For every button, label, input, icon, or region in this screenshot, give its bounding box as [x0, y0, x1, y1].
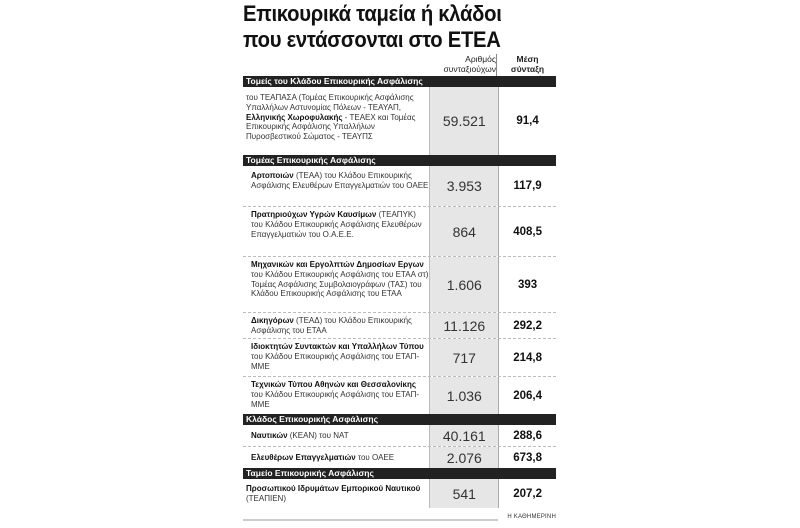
pensioner-count: 864 [429, 207, 499, 256]
table-row [243, 257, 556, 313]
row-description: Ελευθέρων Επαγγελματιών του ΟΑΕΕ [251, 453, 395, 462]
average-pension: 117,9 [513, 180, 542, 192]
section-header: Τομέας Επικουρικής Ασφάλισης [243, 155, 556, 166]
table-row [243, 479, 556, 508]
row-description: Δικηγόρων (ΤΕΑΔ) του Κλάδου Επικουρικής Ασφάλισης του ΕΤΑΑ [251, 316, 412, 335]
table-row [243, 207, 556, 257]
column-headers [243, 54, 556, 76]
section-header: Ταμείο Επικουρικής Ασφάλισης [243, 468, 556, 479]
count-column-header: Αριθμός συνταξιούχων [443, 54, 496, 74]
table-row [243, 339, 556, 377]
infographic [243, 0, 556, 528]
table-row [243, 425, 556, 447]
footer [243, 514, 556, 528]
average-pension: 207,2 [513, 487, 542, 500]
pensioner-count: 717 [429, 339, 499, 376]
pensioner-count: 3.953 [429, 166, 499, 206]
source-credit: Η ΚΑΘΗΜΕΡΙΝΗ [507, 514, 556, 520]
title-line-1: Επικουρικά ταμεία ή κλάδοι [243, 1, 502, 26]
row-description: του ΤΕΑΠΑΣΑ (Τομέας Επικουρικής Ασφάλισης Υπαλλήλων Αστυνομίας Πόλεων - ΤΕΑΥΑΠ, Ελληνικής Χωροφυλακής - ΤΕΑΕΧ και Τομέας Επικουρικής Ασφάλισης Υπαλλήλων Πυροσβεστικού Σώματος - ΤΕΑΥΠΣ [246, 93, 416, 142]
row-description: Ιδιοκτητών Συντακτών και Υπαλλήλων Τύπου του Κλάδου Επικουρικής Ασφάλισης του ΕΤΑΠ-ΜΜΕ [251, 342, 424, 371]
footer-rule [243, 519, 498, 521]
row-description: Πρατηριούχων Υγρών Καυσίμων (ΤΕΑΠΥΚ) του Κλάδου Επικουρικής Ασφάλισης Ελευθέρων Επαγγελματιών του Ο.Α.Ε.Ε. [251, 210, 422, 239]
avg-column-header: Μέση σύνταξη [510, 54, 545, 74]
table-row [243, 313, 556, 339]
table-row [243, 377, 556, 414]
pensioner-count: 1.036 [429, 377, 499, 414]
row-description: Ναυτικών (ΚΕΑΝ) του ΝΑΤ [251, 431, 349, 440]
average-pension: 673,8 [513, 451, 542, 464]
title-line-2: που εντάσσονται στο ΕΤΕΑ [243, 27, 501, 52]
average-pension: 292,2 [513, 319, 542, 332]
pensioner-count: 1.606 [429, 257, 499, 312]
section-header: Κλάδος Επικουρικής Ασφάλισης [243, 414, 556, 425]
average-pension: 393 [518, 278, 538, 291]
pensioner-count: 11.126 [429, 313, 499, 338]
row-description: Αρτοποιών (ΤΕΑΑ) του Κλάδου Επικουρικής Ασφάλισης Ελευθέρων Επαγγελματιών του ΟΑΕΕ [251, 171, 429, 190]
pensioner-count: 2.076 [429, 447, 499, 468]
column-divider [496, 54, 497, 77]
average-pension: 91,4 [516, 115, 539, 127]
average-pension: 206,4 [513, 389, 542, 402]
average-pension: 214,8 [513, 351, 542, 364]
table-row [243, 87, 556, 155]
average-pension: 408,5 [513, 225, 542, 238]
pensioner-count: 40.161 [429, 425, 499, 446]
average-pension: 288,6 [513, 429, 542, 442]
table-row [243, 166, 556, 207]
table-row [243, 447, 556, 468]
row-description: Προσωπικού Ιδρυμάτων Εμπορικού Ναυτικού (ΤΕΑΠΙΕΝ) [246, 484, 421, 503]
row-description: Μηχανικών και Εργολπτών Δημοσίων Εργων του Κλάδου Επικουρικής Ασφάλισης του ΕΤΑΑ στ) Τομέας Ασφάλισης Συμβολαιογράφων (ΤΑΣ) του Κλάδου Επικουρικής Ασφάλισης του ΕΤΑΑ [251, 260, 429, 299]
row-description: Τεχνικών Τύπου Αθηνών και Θεσσαλονίκης του Κλάδου Επικουρικής Ασφάλισης του ΕΤΑΠ-ΜΜΕ [251, 380, 420, 409]
pensioner-count: 541 [429, 479, 499, 508]
section-header: Τομείς του Κλάδου Επικουρικής Ασφάλισης [243, 76, 556, 87]
pensioner-count: 59.521 [429, 87, 499, 155]
